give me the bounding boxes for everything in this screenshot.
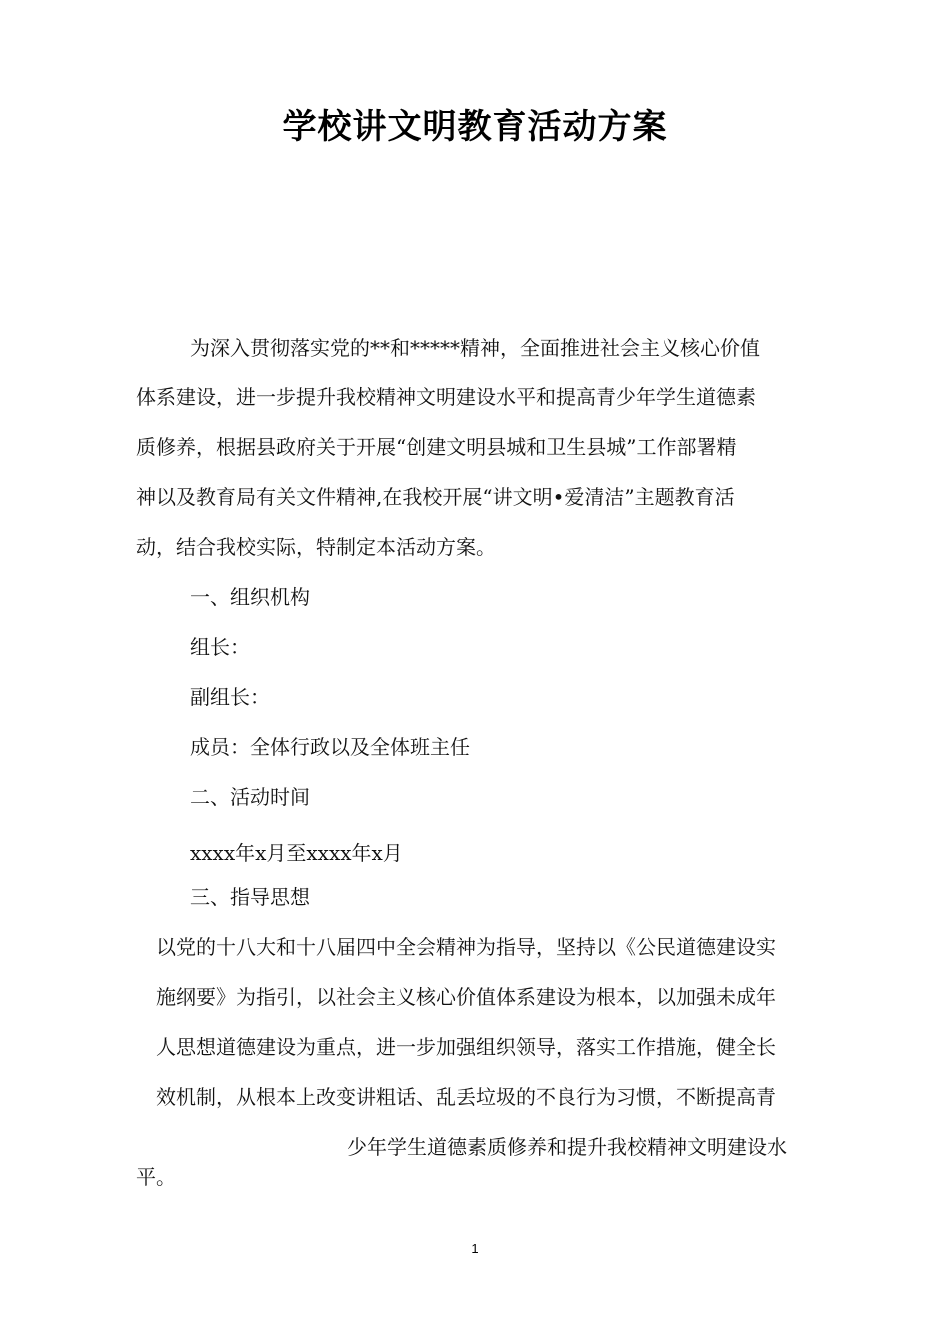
guiding-line-3: 人思想道德建设为重点，进一步加强组织领导，落实工作措施，健全长 <box>156 1035 776 1059</box>
guiding-line-2: 施纲要》为指引，以社会主义核心价值体系建设为根本，以加强未成年 <box>156 985 776 1009</box>
intro-line-2: 体系建设，进一步提升我校精神文明建设水平和提高青少年学生道德素 <box>136 385 756 409</box>
activity-time: xxxx年x月至xxxx年x月 <box>190 841 403 865</box>
section1-heading: 一、组织机构 <box>190 585 310 609</box>
guiding-line-1: 以党的十八大和十八届四中全会精神为指导，坚持以《公民道德建设实 <box>156 935 776 959</box>
intro-line-1: 为深入贯彻落实党的**和*****精神，全面推进社会主义核心价值 <box>190 336 760 360</box>
page-number: 1 <box>471 1241 479 1256</box>
intro-line-3: 质修养，根据县政府关于开展“创建文明县城和卫生县城”工作部署精 <box>136 435 737 459</box>
deputy-leader-line: 副组长： <box>190 685 270 709</box>
intro-line-4: 神以及教育局有关文件精神,在我校开展“讲文明•爱清洁”主题教育活 <box>136 485 735 509</box>
members-line: 成员：全体行政以及全体班主任 <box>190 735 470 759</box>
guiding-line-4: 效机制，从根本上改变讲粗话、乱丢垃圾的不良行为习惯，不断提高青 <box>156 1085 776 1109</box>
leader-line: 组长： <box>190 635 250 659</box>
section2-heading: 二、活动时间 <box>190 785 310 809</box>
document-title: 学校讲文明教育活动方案 <box>282 107 668 147</box>
guiding-line-6: 平。 <box>136 1165 176 1189</box>
guiding-line-5: 少年学生道德素质修养和提升我校精神文明建设水 <box>347 1135 787 1159</box>
intro-line-5: 动，结合我校实际，特制定本活动方案。 <box>136 535 496 559</box>
section3-heading: 三、指导思想 <box>190 885 310 909</box>
